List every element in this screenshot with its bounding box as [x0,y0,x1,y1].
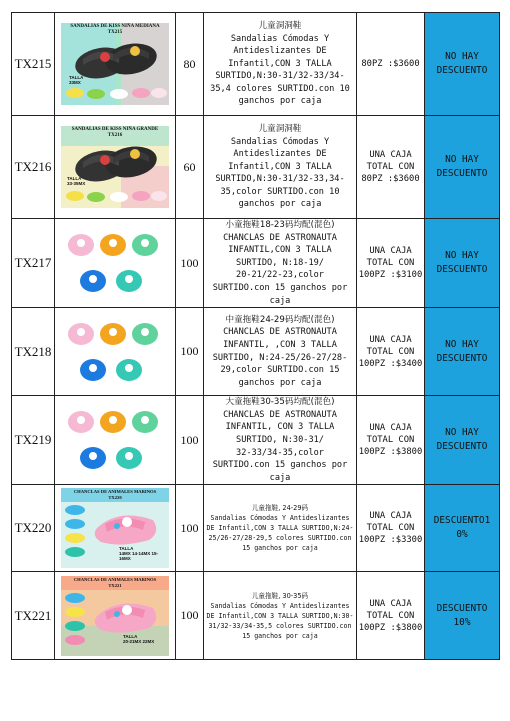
image-size-range: 20-21MX 22MX [123,638,155,644]
discount-cell [425,116,500,219]
discount-line: DESCUENTO [436,168,488,179]
price-line: UNA CAJA [369,423,412,434]
desc-line: SURTIDO,N:30-31/32-33/34- [215,71,345,82]
image-title: SANDALIAS DE KISS NIÑA GRANDE [71,127,159,132]
product-image [55,219,176,308]
desc-line: CHANCLAS DE ASTRONAUTA [223,232,337,243]
discount-line: NO HAY [445,250,479,262]
price [357,308,425,396]
product-image [55,308,176,396]
description [204,572,357,660]
discount-line: NO HAY [445,427,479,439]
price [357,572,425,660]
discount-line: DESCUENTO1 [433,515,491,527]
price-line: 100PZ :$3100 [358,270,423,281]
price [357,13,425,116]
product-code: TX219 [12,396,55,485]
description [204,396,357,485]
quantity: 80 [176,13,204,116]
product-image [55,116,176,219]
desc-line: 儿童洞洞鞋 [258,123,302,134]
table-row [12,485,500,572]
price-line: 100PZ :$3800 [358,447,423,458]
price [357,116,425,219]
discount-line: NO HAY [445,51,479,62]
product-code: TX218 [12,308,55,396]
quantity: 100 [176,308,204,396]
image-title: CHANCLAS DE ANIMALES MARINOS [73,489,157,495]
desc-line: Antideslizantes DE [233,46,327,57]
desc-line: SURTIDO, N:24-25/26-27/28- [212,352,348,363]
desc-line: SURTIDO.con 15 ganchos por [212,282,348,293]
product-code: TX220 [12,485,55,572]
discount-cell [425,396,500,485]
discount-line: DESCUENTO [436,264,488,276]
product-code: TX217 [12,219,55,308]
table-row [12,308,500,396]
product-image [55,572,176,660]
desc-line: 25/26-27/28-29,5 colores SURTIDO.con [208,534,352,543]
discount-line: DESCUENTO [436,441,488,453]
desc-line: Sandalias Cómodas Y [230,136,330,147]
image-code: TX216 [107,133,123,138]
price-line: TOTAL CON [366,610,415,621]
desc-line: Sandalias Cómodas Y [230,33,330,44]
price-line: TOTAL CON [366,523,415,534]
desc-line: 儿童拖鞋, 30-35码 [251,591,309,600]
desc-line: SURTIDO, N:18-19/ [236,257,324,268]
desc-line: INFANTIL, CON 3 TALLA [225,422,335,433]
price-line: 80PZ :$3600 [361,59,420,69]
desc-line: INFANTIL, ,CON 3 TALLA [223,340,337,351]
price-line: TOTAL CON [366,258,415,269]
price [357,485,425,572]
price-line: UNA CAJA [369,334,412,345]
image-size-tag [123,634,159,644]
price-line: TOTAL CON [366,346,415,357]
image-code: TX220 [108,495,122,501]
discount-line: NO HAY [445,154,479,165]
desc-line: 15 ganchos por caja [242,544,318,553]
sea-animal-slippers-photo [61,576,169,656]
astronaut-slippers-photo [61,312,169,392]
desc-line: CHANCLAS DE ASTRONAUTA [223,409,337,420]
product-code: TX215 [12,13,55,116]
table-row [12,219,500,308]
discount-line: DESCUENTO [436,602,488,614]
astronaut-slippers-photo [61,223,169,303]
desc-line: ganchos por caja [238,199,322,210]
desc-line: Sandalias Cómodas Y Antideslizantes [210,601,350,610]
price-line: UNA CAJA [369,511,412,522]
desc-line: ganchos por caja [238,377,322,388]
discount-cell [425,572,500,660]
quantity: 60 [176,116,204,219]
description [204,485,357,572]
kiss-sandals-photo [61,23,169,105]
image-title: SANDALIAS DE KISS NIÑA MEDIANA [70,24,160,29]
table-row [12,572,500,660]
quantity: 100 [176,572,204,660]
image-code: TX221 [108,582,122,588]
desc-line: CHANCLAS DE ASTRONAUTA [223,327,337,338]
image-caption [61,577,169,589]
desc-line: 大童拖鞋30-35码均配(混色) [225,397,335,408]
discount-line: NO HAY [445,338,479,350]
image-caption [61,24,169,36]
price-line: TOTAL CON [366,162,415,172]
price [357,396,425,485]
astronaut-slippers-photo [61,400,169,480]
image-size-tag [119,546,159,561]
desc-line: 20-21/22-23,color [236,270,324,281]
description [204,116,357,219]
image-caption [61,127,169,139]
discount-cell [425,485,500,572]
quantity: 100 [176,485,204,572]
desc-line: 32-33/34-35,color [236,447,324,458]
desc-line: Sandalias Cómodas Y Antideslizantes [210,514,350,523]
description [204,219,357,308]
desc-line: 29,color SURTIDO.con 15 [220,365,340,376]
desc-line: DE Infantil,CON 3 TALLA SURTIDO,N:30- [206,611,354,620]
desc-line: SURTIDO, N:30-31/ [236,434,324,445]
desc-line: 儿童拖鞋, 24-29码 [251,504,309,513]
quantity: 100 [176,396,204,485]
image-talla: TALLA [123,633,138,639]
desc-line: caja [269,295,291,306]
discount-cell [425,13,500,116]
desc-line: INFANTIL,CON 3 TALLA [228,245,332,256]
image-size-tag [69,75,83,85]
price-line: TOTAL CON [366,435,415,446]
price-line: 100PZ :$3800 [358,622,423,633]
astronaut-slippers-illustration [61,400,169,480]
desc-line: 儿童洞洞鞋 [258,20,302,31]
desc-line: DE Infantil,CON 3 TALLA SURTIDO,N:24- [206,524,354,533]
product-code: TX216 [12,116,55,219]
image-size-range: 33MX [69,80,81,85]
discount-line: DESCUENTO [436,352,488,364]
price-line: 100PZ :$3300 [358,535,423,546]
discount-line: 0% [456,529,468,541]
discount-cell [425,219,500,308]
desc-line: 35,4 colores SURTIDO.con 10 [210,83,350,94]
image-talla: TALLA [119,546,134,552]
price-line: UNA CAJA [369,598,412,609]
price [357,219,425,308]
image-size-range: 33-35MX [67,181,86,186]
desc-line: Antideslizantes DE [233,149,327,160]
table-row [12,396,500,485]
description [204,308,357,396]
desc-line: 15 ganchos por caja [242,631,318,640]
desc-line: Infantil,CON 3 TALLA [228,161,332,172]
desc-line: Infantil,CON 3 TALLA [228,58,332,69]
desc-line: 中童拖鞋24-29码均配(混色) [225,314,335,325]
astronaut-slippers-illustration [61,312,169,392]
table-row [12,13,500,116]
desc-line: SURTIDO.con 15 ganchos por [212,460,348,471]
product-catalog-table [11,12,500,660]
image-caption [61,489,169,501]
desc-line: 小童拖鞋18-23码均配(混色) [225,220,335,230]
product-code: TX221 [12,572,55,660]
discount-cell [425,308,500,396]
astronaut-slippers-illustration [61,223,169,303]
image-size-range: 14MX 14-14MX 15-16MX [119,551,159,562]
product-image [55,13,176,116]
kiss-sandals-photo [61,126,169,208]
quantity: 100 [176,219,204,308]
price-line: UNA CAJA [369,246,412,257]
image-code: TX215 [107,30,123,35]
image-talla: TALLA [67,176,82,181]
sea-animal-slippers-photo [61,488,169,568]
desc-line: caja [269,472,291,483]
desc-line: 31/32-33/34-35,5 colores SURTIDO.con [208,621,352,630]
desc-line: ganchos por caja [238,96,322,107]
image-size-tag [67,176,85,186]
image-talla: TALLA [69,75,84,80]
discount-line: 10% [453,616,471,628]
price-line: UNA CAJA [369,150,412,160]
discount-line: DESCUENTO [436,65,488,76]
image-title: CHANCLAS DE ANIMALES MARINOS [73,576,157,582]
price-line: 80PZ :$3600 [361,174,420,184]
price-line: 100PZ :$3400 [358,358,423,369]
desc-line: SURTIDO,N:30-31/32-33,34- [215,174,345,185]
desc-line: 35,color SURTIDO.con 10 [220,186,340,197]
description [204,13,357,116]
product-image [55,485,176,572]
table-row [12,116,500,219]
product-image [55,396,176,485]
